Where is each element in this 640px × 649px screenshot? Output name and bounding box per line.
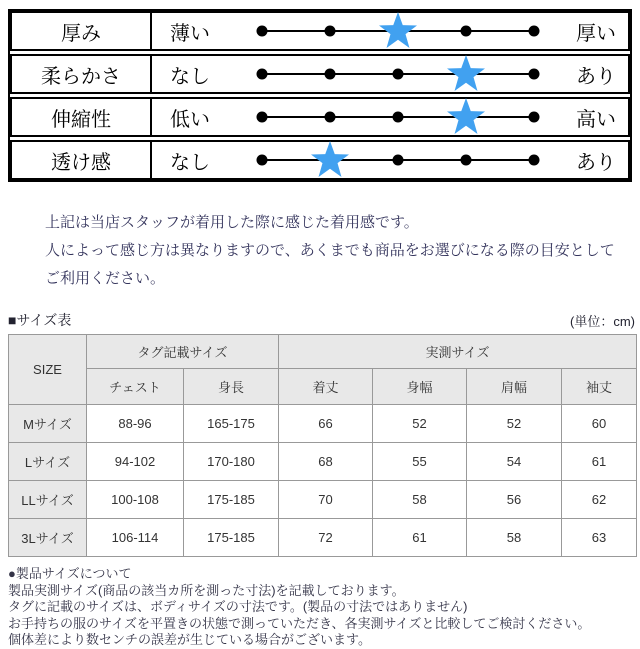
scale-dot <box>393 155 404 166</box>
feel-row <box>10 97 630 137</box>
size-table <box>8 334 637 557</box>
value-cell: 68 <box>279 443 373 481</box>
value-cell: 62 <box>562 481 637 519</box>
measure-header: 袖丈 <box>562 369 637 405</box>
value-cell: 56 <box>467 481 562 519</box>
scale-max-label: あり <box>576 151 616 174</box>
scale-dot <box>257 26 268 37</box>
size-table-body <box>9 405 637 557</box>
table-row <box>9 481 637 519</box>
size-table-group-row <box>9 335 637 369</box>
size-table-head <box>9 335 637 405</box>
size-cell: 3Lサイズ <box>9 519 87 557</box>
size-cell: Mサイズ <box>9 405 87 443</box>
size-cell: LLサイズ <box>9 481 87 519</box>
value-cell: 58 <box>467 519 562 557</box>
value-cell: 70 <box>279 481 373 519</box>
scale-max-label: 厚い <box>576 22 616 45</box>
measure-header: 身幅 <box>373 369 467 405</box>
scale-dot <box>393 69 404 80</box>
note-line: 製品実測サイズ(商品の該当カ所を測った寸法)を記載しております。 <box>8 582 405 598</box>
scale-dot <box>529 155 540 166</box>
value-cell: 58 <box>373 481 467 519</box>
size-cell: Lサイズ <box>9 443 87 481</box>
value-cell: 54 <box>467 443 562 481</box>
feel-row <box>10 140 630 180</box>
feel-row <box>10 11 630 51</box>
scale-dot <box>257 155 268 166</box>
table-row <box>9 405 637 443</box>
scale-dot <box>257 69 268 80</box>
scale-dot <box>529 112 540 123</box>
value-cell: 175-185 <box>184 519 279 557</box>
measure-header: チェスト <box>87 369 184 405</box>
note-line: 個体差により数センチの誤差が生じている場合がございます。 <box>8 632 371 647</box>
value-cell: 94-102 <box>87 443 184 481</box>
rating-star-icon <box>446 54 486 97</box>
size-table-heading: ■サイズ表 <box>8 312 72 328</box>
rating-scale <box>262 13 534 49</box>
value-cell: 63 <box>562 519 637 557</box>
rating-star-icon <box>378 11 418 54</box>
scale-max-label: あり <box>576 65 616 88</box>
value-cell: 106-114 <box>87 519 184 557</box>
value-cell: 55 <box>373 443 467 481</box>
note-line: タグに記載のサイズは、ボディサイズの寸法です。(製品の寸法ではありません) <box>8 599 468 614</box>
disclaimer <box>45 209 620 293</box>
value-cell: 66 <box>279 405 373 443</box>
scale-dot <box>325 26 336 37</box>
table-row <box>9 519 637 557</box>
scale-dot <box>529 69 540 80</box>
attribute-label: 伸縮性 <box>12 99 152 135</box>
rating-scale <box>262 142 534 178</box>
value-cell: 72 <box>279 519 373 557</box>
attribute-label: 柔らかさ <box>12 56 152 92</box>
scale-dot <box>529 26 540 37</box>
table-row <box>9 443 637 481</box>
value-cell: 52 <box>467 405 562 443</box>
scale-min-label: 薄い <box>170 22 210 45</box>
disclaimer-line: 人によって感じ方は異なりますので、あくまでも商品をお選びになる際の目安として <box>45 242 615 259</box>
value-cell: 60 <box>562 405 637 443</box>
size-table-subheader-row <box>9 369 637 405</box>
value-cell: 61 <box>562 443 637 481</box>
rating-star-icon <box>446 97 486 140</box>
scale-min-label: 低い <box>170 108 210 131</box>
measure-header: 着丈 <box>279 369 373 405</box>
rating-scale <box>262 56 534 92</box>
scale-min-label: なし <box>170 151 210 174</box>
measure-header: 肩幅 <box>467 369 562 405</box>
notes-title: ●製品サイズについて <box>8 566 132 581</box>
value-cell: 165-175 <box>184 405 279 443</box>
rating-scale <box>262 99 534 135</box>
value-cell: 175-185 <box>184 481 279 519</box>
disclaimer-line: 上記は当店スタッフが着用した際に感じた着用感です。 <box>45 214 419 231</box>
attribute-label: 透け感 <box>12 142 152 178</box>
scale-dot <box>257 112 268 123</box>
group-header: 実測サイズ <box>279 335 637 369</box>
unit-label: (単位：cm) <box>570 314 635 329</box>
scale-max-label: 高い <box>576 108 616 131</box>
value-cell: 52 <box>373 405 467 443</box>
rating-scale-cell <box>152 56 628 92</box>
rating-star-icon <box>310 140 350 183</box>
scale-dot <box>461 155 472 166</box>
measure-header: 身長 <box>184 369 279 405</box>
scale-dot <box>393 112 404 123</box>
note-line: お手持ちの服のサイズを平置きの状態で測っていただき、各実測サイズと比較してご検討ください。 <box>8 615 591 631</box>
size-column-header: SIZE <box>9 335 87 405</box>
scale-min-label: なし <box>170 65 210 88</box>
size-section-header <box>8 310 635 330</box>
scale-dot <box>325 112 336 123</box>
attribute-label: 厚み <box>12 13 152 49</box>
value-cell: 61 <box>373 519 467 557</box>
disclaimer-line: ご利用ください。 <box>45 270 166 287</box>
rating-scale-cell <box>152 99 628 135</box>
group-header: タグ記載サイズ <box>87 335 279 369</box>
value-cell: 88-96 <box>87 405 184 443</box>
rating-scale-cell <box>152 13 628 49</box>
product-size-notes <box>8 566 632 649</box>
rating-scale-cell <box>152 142 628 178</box>
value-cell: 170-180 <box>184 443 279 481</box>
scale-dot <box>325 69 336 80</box>
scale-dot <box>461 26 472 37</box>
value-cell: 100-108 <box>87 481 184 519</box>
feel-row <box>10 54 630 94</box>
feel-table <box>8 9 632 182</box>
product-spec-page <box>0 9 640 649</box>
